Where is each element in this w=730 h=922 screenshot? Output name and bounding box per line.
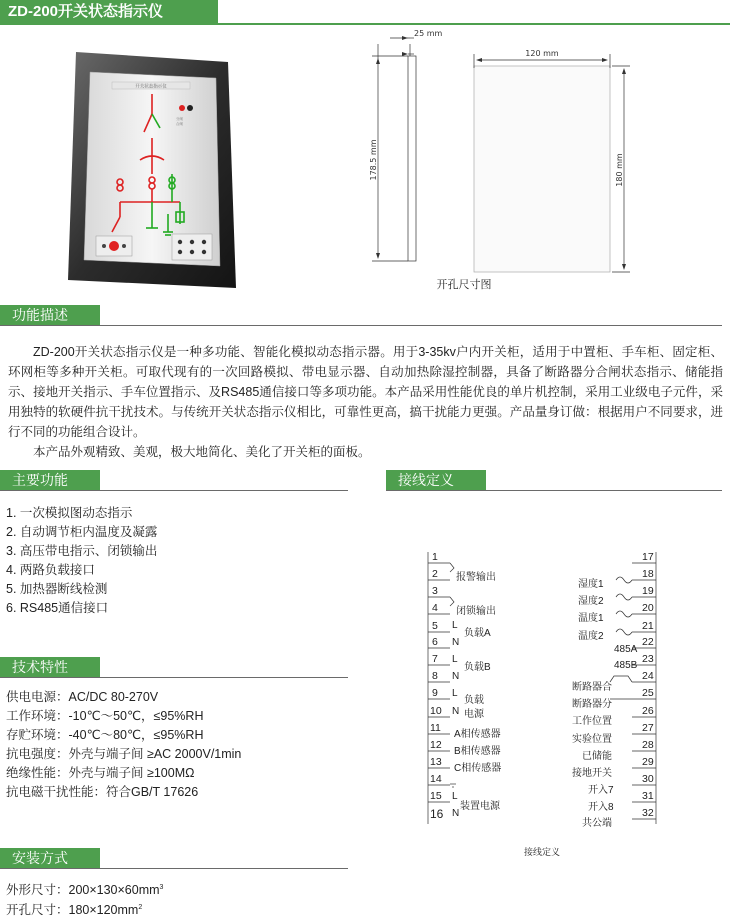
list-item: 工作环境：-10℃～50℃，≤95%RH	[6, 709, 204, 723]
section-divider	[0, 490, 348, 491]
function-desc-p2: 本产品外观精致、美观，极大地简化、美化了开关柜的面板。	[33, 445, 371, 459]
tech-list	[6, 688, 346, 802]
wire-label: 负载	[464, 695, 484, 706]
list-item: 6. RS485通信接口	[6, 601, 109, 615]
section-function-desc: 功能描述	[0, 305, 100, 326]
terminal-num: 20	[642, 602, 654, 614]
device-illustration	[68, 52, 236, 290]
terminal-num: 2	[432, 568, 438, 580]
wire-label: A相传感器	[454, 729, 501, 740]
list-item: 4. 两路负载接口	[6, 563, 95, 577]
terminal-num: 28	[642, 739, 654, 751]
wire-label: B相传感器	[454, 746, 501, 757]
dim-width: 120 mm	[525, 49, 559, 58]
svg-text:开关状态指示仪: 开关状态指示仪	[135, 84, 167, 90]
list-item: 供电电源：AC/DC 80-270V	[6, 690, 159, 704]
list-item: 3. 高压带电指示、闭锁输出	[6, 544, 158, 558]
section-main-functions: 主要功能	[0, 470, 100, 491]
install-size: 外形尺寸：$200\times 130\times 60mm^3$	[6, 883, 164, 898]
terminal-num: 21	[642, 620, 654, 632]
terminal-num: 17	[642, 551, 654, 563]
svg-text:分闸: 分闸	[176, 117, 183, 121]
section-divider	[386, 490, 722, 491]
terminal-num: 9	[432, 687, 438, 699]
wire-label: L	[452, 654, 458, 665]
wire-label: 接地开关	[572, 768, 612, 779]
wire-label: L	[452, 620, 458, 631]
terminal-num: 24	[642, 670, 654, 682]
terminal-num: 6	[432, 636, 438, 648]
wiring-diagram	[420, 548, 670, 828]
wire-label: 实验位置	[572, 734, 612, 745]
wire-label: N	[452, 808, 460, 819]
section-install: 安装方式	[0, 848, 100, 869]
wire-label: N	[452, 637, 460, 648]
wire-label: C相传感器	[454, 763, 502, 774]
wire-label: 温度1	[578, 613, 604, 624]
list-item: 1. 一次模拟图动态指示	[6, 506, 133, 520]
list-item: 抗电强度：外壳与端子间 ≥AC 2000V/1min	[6, 747, 242, 761]
wire-label: 装置电源	[460, 801, 500, 812]
wire-label: L	[452, 791, 458, 802]
wire-label: 断路器合	[572, 682, 612, 693]
section-divider	[0, 868, 348, 869]
dim-height-cut: 180 mm	[615, 153, 624, 187]
wire-label: 负载A	[464, 628, 491, 639]
terminal-num: 31	[642, 790, 654, 802]
terminal-num: 29	[642, 756, 654, 768]
wire-label: N	[452, 671, 460, 682]
install-cut: 开孔尺寸：$180\times 120mm^2$	[6, 903, 143, 918]
section-tech: 技术特性	[0, 657, 100, 678]
wire-label: L	[452, 688, 458, 699]
wire-label: 485A	[614, 644, 638, 655]
terminal-num: 15	[430, 790, 442, 802]
wire-label: N	[452, 706, 460, 717]
terminal-num: 8	[432, 670, 438, 682]
wire-label: 负载B	[464, 662, 491, 673]
list-item: 绝缘性能：外壳与端子间 ≥100MΩ	[6, 766, 195, 780]
wire-label: 共公端	[582, 818, 612, 829]
wire-label: 开入7	[588, 785, 614, 796]
terminal-num: 4	[432, 602, 438, 614]
wire-label: 湿度1	[578, 579, 604, 590]
terminal-num: 10	[430, 705, 442, 717]
svg-text:合闸: 合闸	[176, 122, 183, 126]
terminal-num: 16	[430, 807, 444, 821]
cutout-caption: 开孔尺寸图	[436, 278, 492, 291]
terminal-num: 27	[642, 722, 654, 734]
wire-label: 湿度2	[578, 596, 604, 607]
list-item: 2. 自动调节柜内温度及凝露	[6, 525, 158, 539]
wire-label: 开入8	[588, 802, 614, 813]
page-title: ZD-200开关状态指示仪	[0, 0, 218, 24]
main-functions-list	[6, 504, 346, 618]
terminal-num: 18	[642, 568, 654, 580]
terminal-num: 19	[642, 585, 654, 597]
wire-label: 报警输出	[456, 572, 496, 583]
cutout-drawing	[350, 20, 730, 295]
terminal-num: 7	[432, 653, 438, 665]
terminal-num: 26	[642, 705, 654, 717]
wire-label: 闭锁输出	[456, 606, 496, 617]
terminal-num: 14	[430, 773, 442, 785]
terminal-num: 12	[430, 739, 442, 751]
section-wiring: 接线定义	[386, 470, 486, 491]
list-item: 抗电磁干扰性能：符合GB/T 17626	[6, 785, 199, 799]
wire-label: 已储能	[582, 751, 612, 762]
list-item: 存贮环境：-40℃～80℃，≤95%RH	[6, 728, 204, 742]
terminal-num: 3	[432, 585, 438, 597]
terminal-num: 30	[642, 773, 654, 785]
terminal-num: 5	[432, 620, 438, 632]
device-image	[68, 52, 236, 290]
dim-height-front: 178.5 mm	[369, 139, 378, 181]
wire-label: 温度2	[578, 631, 604, 642]
function-desc-p1: ZD-200开关状态指示仪是一种多功能、智能化模拟动态指示器。用于3-35kv户内开关柜，适用于中置柜、手车柜、固定柜、环网柜等多种开关柜。可取代现有的一次回路模拟、带电显示器、自动加热除湿控制器，具备了断路器分合闸状态指示、储能指示、接地开关指示、手车位置指示、及RS485通信接口等多项功能。本产品采用性能优良的单片机控制，采用工业级电子元件，采用独特的软硬件抗干扰技术。与传统开关状态指示仪相比，可靠性更高，搞干扰能力更强。产品量身订做：根据用户不同要求，进行不同的功能组合设计。	[8, 345, 723, 439]
wire-label: 工作位置	[572, 716, 612, 727]
section-divider	[0, 677, 348, 678]
function-desc-text	[8, 342, 723, 462]
wiring-caption: 接线定义	[524, 847, 561, 857]
dim-depth: 25 mm	[414, 29, 443, 38]
terminal-num: 13	[430, 756, 442, 768]
wire-label: 485B	[614, 660, 638, 671]
list-item: 5. 加热器断线检测	[6, 582, 108, 596]
wire-label: 电源	[464, 709, 484, 720]
terminal-num: 22	[642, 636, 654, 648]
terminal-num: 25	[642, 687, 654, 699]
terminal-num: 1	[432, 551, 438, 563]
terminal-num: 23	[642, 653, 654, 665]
terminal-num: 32	[642, 807, 654, 819]
wire-label: 断路器分	[572, 699, 612, 710]
terminal-num: 11	[430, 722, 441, 734]
section-divider	[0, 325, 722, 326]
